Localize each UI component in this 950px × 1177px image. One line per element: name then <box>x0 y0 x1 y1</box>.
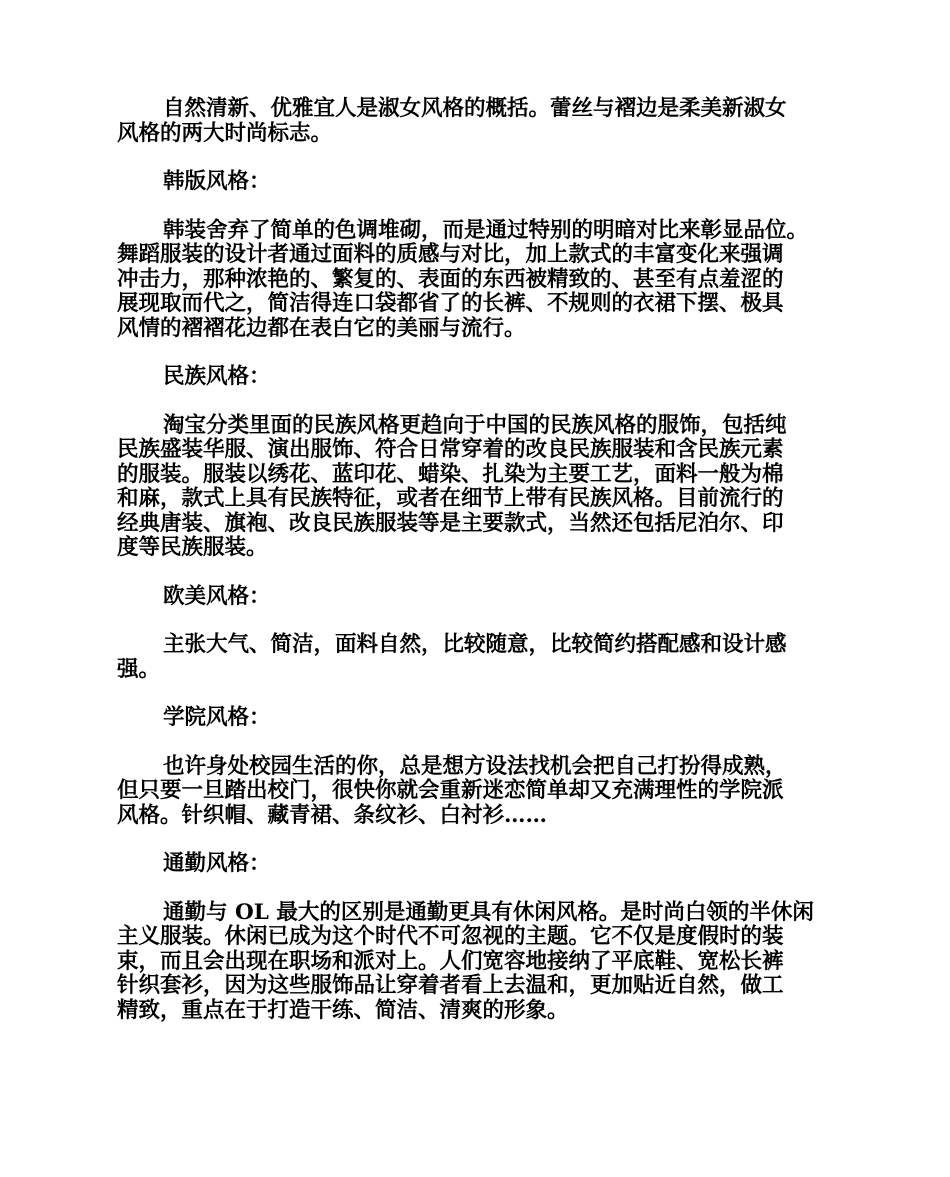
text-line: 束，而且会出现在职场和派对上。人们宽容地接纳了平底鞋、宽松长裤 <box>117 948 784 974</box>
text-line: 冲击力，那种浓艳的、繁复的、表面的东西被精致的、甚至有点羞涩的 <box>117 266 784 292</box>
text-line: 韩装舍弃了简单的色调堆砌，而是通过特别的明暗对比来彰显品位。 <box>163 217 809 243</box>
paragraph-korean-style <box>117 219 835 342</box>
text-line: 精致，重点在于打造干练、简洁、清爽的形象。 <box>117 997 569 1023</box>
text-line: 风情的褶褶花边都在表白它的美丽与流行。 <box>117 315 526 341</box>
heading-korean-style: 韩版风格： <box>163 169 271 194</box>
text-line: 民族盛装华服、演出服饰、符合日常穿着的改良民族服装和含民族元素 <box>117 437 784 462</box>
heading-college-style: 学院风格： <box>163 705 271 730</box>
text-line: 展现取而代之，简洁得连口袋都省了的长裤、不规则的衣裙下摆、极具 <box>117 291 784 316</box>
text-line: 经典唐装、旗袍、改良民族服装等是主要款式，当然还包括尼泊尔、印 <box>117 510 784 536</box>
text-line: 但只要一旦踏出校门，很快你就会重新迷恋简单却又充满理性的学院派 <box>117 778 784 803</box>
text-line: 主义服装。休闲已成为这个时代不可忽视的主题。它不仅是度假时的装 <box>117 924 784 949</box>
text-line: 风格。针织帽、藏青裙、条纹衫、白衬衫…… <box>117 802 548 828</box>
text-line: 度等民族服装。 <box>117 535 268 560</box>
text-line: 舞蹈服装的设计者通过面料的质感与对比，加上款式的丰富变化来强调 <box>117 242 784 267</box>
text-line: 自然清新、优雅宜人是淑女风格的概括。蕾丝与褶边是柔美新淑女 <box>163 96 787 121</box>
paragraph-ethnic-style <box>117 414 835 561</box>
text-line: 针织套衫，因为这些服饰品让穿着者看上去温和，更加贴近自然，做工 <box>117 973 784 998</box>
paragraph-commute-style <box>117 901 835 1024</box>
text-line: 也许身处校园生活的你，总是想方设法找机会把自己打扮得成熟， <box>163 753 787 779</box>
heading-commute-style: 通勤风格： <box>163 851 271 876</box>
heading-ethnic-style: 民族风格： <box>163 364 271 389</box>
paragraph-college-style <box>117 755 835 829</box>
text-line: 主张大气、简洁，面料自然，比较随意，比较简约搭配感和设计感 <box>163 632 787 657</box>
heading-western-style: 欧美风格： <box>163 583 271 609</box>
text-line: 强。 <box>117 656 161 682</box>
text-line: 和麻，款式上具有民族特征，或者在细节上带有民族风格。目前流行的 <box>117 486 784 511</box>
paragraph-ladylike <box>117 97 835 146</box>
paragraph-western-style <box>117 633 835 682</box>
text-line: 风格的两大时尚标志。 <box>117 120 333 146</box>
text-line: 的服装。服装以绣花、蓝印花、蜡染、扎染为主要工艺，面料一般为棉 <box>117 461 784 487</box>
text-line: 通勤与 OL 最大的区别是通勤更具有休闲风格。是时尚白领的半休闲 <box>163 899 814 925</box>
text-line: 淘宝分类里面的民族风格更趋向于中国的民族风格的服饰，包括纯 <box>163 412 787 438</box>
